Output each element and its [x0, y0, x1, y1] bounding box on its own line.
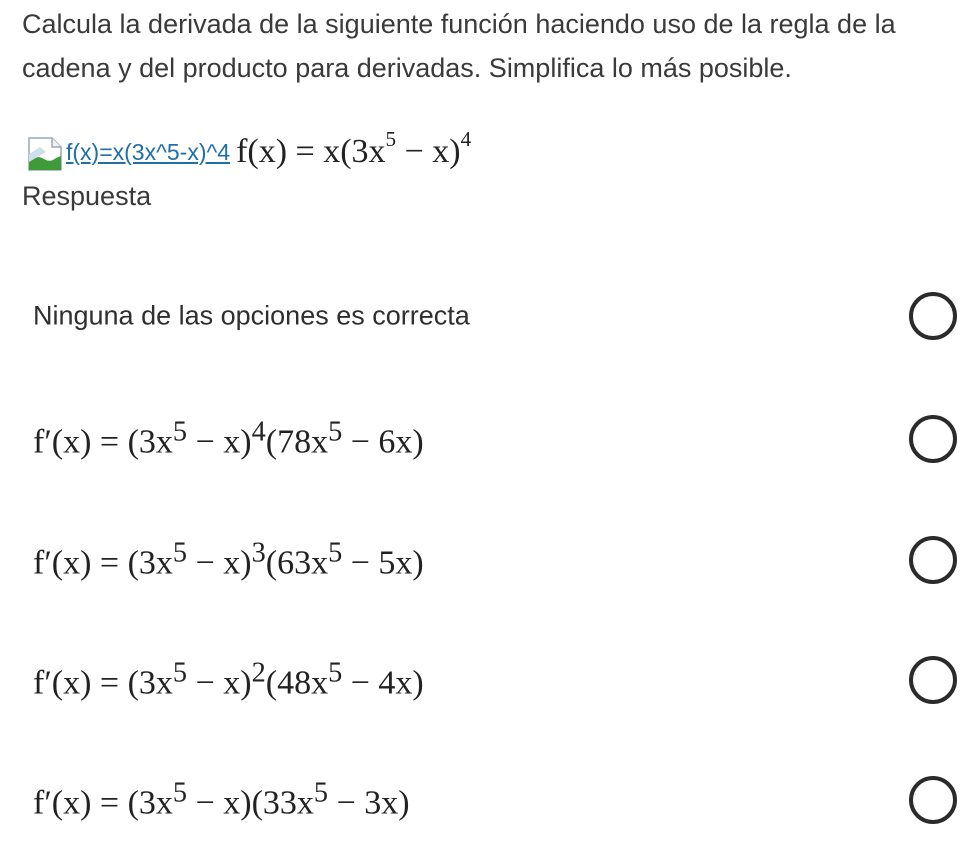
answer-label: Respuesta	[22, 181, 152, 211]
option-end: − 3x)	[328, 784, 410, 822]
formula-row	[26, 127, 472, 174]
option-exp3: 5	[328, 537, 343, 569]
option-mid: − x)	[187, 544, 252, 582]
option-post: (78x	[265, 423, 329, 461]
option-math	[33, 416, 424, 461]
option-mid: − x)	[187, 784, 252, 822]
option-exp3: 5	[328, 657, 343, 689]
formula-exponent-4: 4	[460, 127, 472, 152]
option-label: Ninguna de las opciones es correcta	[33, 300, 470, 331]
option-pre: f′(x) = (3x	[33, 784, 173, 822]
option-none-correct[interactable]	[0, 276, 965, 356]
option-mid: − x)	[187, 423, 252, 461]
option-b[interactable]	[0, 399, 965, 479]
option-mid: − x)	[187, 664, 252, 702]
broken-image-icon	[26, 132, 66, 172]
option-pre: f′(x) = (3x	[33, 664, 173, 702]
option-exp3: 5	[313, 777, 329, 809]
option-post: (63x	[265, 544, 329, 582]
radio-circle-icon[interactable]	[909, 656, 957, 704]
option-end: − 5x)	[342, 544, 424, 582]
option-exp1: 5	[172, 416, 188, 448]
option-c[interactable]	[0, 520, 965, 600]
option-end: − 4x)	[342, 664, 424, 702]
option-math	[33, 537, 424, 582]
option-exp1: 5	[172, 777, 188, 809]
radio-circle-icon[interactable]	[909, 415, 957, 463]
formula-exponent-5: 5	[385, 127, 397, 152]
option-exp2: 4	[251, 416, 266, 448]
option-exp1: 5	[172, 537, 188, 569]
option-exp2: 3	[251, 537, 266, 569]
question-text: Calcula la derivada de la siguiente función haciendo uso de la regla de la cadena y del producto para derivadas. Simplifica lo más posible.	[22, 9, 896, 83]
option-exp3: 5	[328, 416, 343, 448]
formula-math	[236, 127, 472, 171]
option-e[interactable]	[0, 760, 965, 840]
radio-circle-icon[interactable]	[909, 536, 957, 584]
option-post: (33x	[251, 784, 314, 822]
option-exp2: 2	[251, 657, 266, 689]
option-d[interactable]	[0, 640, 965, 720]
option-math	[33, 777, 410, 822]
option-math	[33, 657, 424, 702]
option-exp1: 5	[172, 657, 188, 689]
radio-circle-icon[interactable]	[909, 776, 957, 824]
option-pre: f′(x) = (3x	[33, 544, 173, 582]
formula-mid: − x)	[396, 133, 461, 170]
option-pre: f′(x) = (3x	[33, 423, 173, 461]
radio-circle-icon[interactable]	[909, 292, 957, 340]
option-end: − 6x)	[342, 423, 424, 461]
option-post: (48x	[265, 664, 329, 702]
formula-lhs: f(x) = x(3x	[236, 133, 386, 170]
formula-image-alt-link[interactable]: f(x)=x(3x^5-x)^4	[66, 138, 231, 165]
